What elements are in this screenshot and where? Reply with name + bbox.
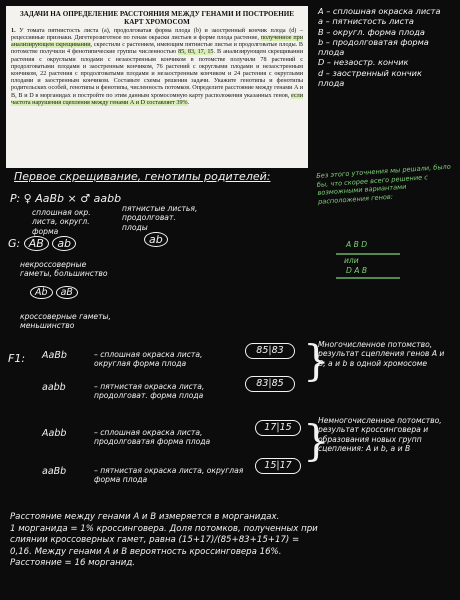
- legend-item: A – сплошная окраска листа: [318, 6, 441, 16]
- legend-item: B – округл. форма плода: [318, 26, 425, 37]
- f1-phenotype-3: – сплошная окраска листа, продолговатая форма плода: [94, 428, 211, 447]
- f1-genotype-1: AaBb: [42, 350, 67, 361]
- legend-item: a – пятнистость листа: [318, 16, 414, 27]
- female-symbol: ♀: [23, 192, 32, 205]
- f1-genotype-2: aabb: [42, 382, 66, 393]
- task-text: [11, 28, 303, 107]
- f1-phenotype-4: – пятнистая окраска листа, округлая форма плода: [94, 466, 244, 485]
- legend-item: d – заостренный кончик: [318, 67, 422, 78]
- gamete-ab: ab: [52, 236, 76, 251]
- f1-ratio-3: 17|15: [255, 420, 301, 436]
- gene-order-top: A B D: [346, 240, 368, 249]
- highlight-numbers: 85, 83, 17, 15: [178, 49, 214, 56]
- linkage-note: Многочисленное потомство, результат сцепления генов А и В, а и b в одной хромосоме: [318, 340, 445, 368]
- task-text-part: , скрестили с растением, имеющим пятнистые листья и продолговатые плоды. В потомстве получили 4 фенотипические группы численностью: [11, 42, 303, 56]
- crossover-label: кроссоверные гаметы, меньшинство: [20, 312, 111, 331]
- noncrossover-label: некроссоверные гаметы, большинство: [20, 260, 108, 279]
- gamete-AB: AB: [24, 236, 49, 251]
- legend-item: b – продолговатая форма: [318, 36, 429, 47]
- task-number: 1.: [11, 27, 16, 34]
- female-genotype: AaBb: [35, 192, 65, 205]
- calc-line: 1 морганида = 1% кроссинговера. Доля потомков, полученных при: [10, 523, 318, 534]
- f1-phenotype-2: – пятнистая окраска листа, продолговат. форма плода: [94, 382, 205, 401]
- cross-symbol: ×: [67, 192, 77, 205]
- f1-ratio-1: 85|83: [245, 343, 295, 359]
- f1-label: F1:: [8, 352, 26, 365]
- parents-row: [10, 192, 121, 205]
- male-phenotype: пятнистые листья, продолговат. плоды: [122, 204, 198, 232]
- green-side-note: Без этого уточнения мы решали, было бы, что скорее всего решение с возможными вариантами расположения генов:: [316, 162, 452, 206]
- highlight-frequency: если частота нарушения сцепления между генами А и D составляет 39%: [11, 92, 303, 106]
- task-text-part: У томата пятнистость листа (a), продолговатая форма плода (b) и заостренный кончик плода (d) – рецессивные признаки. Дигетерозиготное по генам окраски листьев и форме плода растение,: [11, 27, 303, 42]
- section-heading: Первое скрещивание, генотипы родителей:: [14, 170, 271, 183]
- legend-item: плода: [318, 47, 345, 58]
- male-genotype: aabb: [93, 192, 122, 205]
- calc-line: слиянии кроссоверных гамет, равна (15+17)/(85+83+15+17) =: [10, 535, 300, 546]
- allele-legend: [318, 6, 456, 88]
- f1-ratio-2: 83|85: [245, 376, 295, 392]
- distance-calculation: [10, 512, 454, 570]
- highlight-analyzing-cross: полученное при анализирующем скрещивании: [11, 35, 303, 49]
- f1-ratio-4: 15|17: [255, 458, 301, 474]
- calc-line: 0,16. Между генами A и B вероятность кроссинговера 16%.: [10, 546, 282, 557]
- bracket-top: }: [303, 336, 330, 385]
- gamete-aB: aB: [56, 286, 78, 299]
- gamete-Ab: Ab: [30, 286, 53, 299]
- g-label: G:: [8, 237, 21, 250]
- male-symbol: ♂: [80, 192, 91, 205]
- legend-item: плода: [318, 78, 345, 89]
- crossover-note: Немногочисленное потомство, результат кроссинговера и образования новых групп сцепления: A и b, a и B: [318, 416, 442, 454]
- male-gamete-row: [144, 232, 168, 247]
- f1-genotype-4: aaBb: [42, 466, 67, 477]
- crossover-gametes-row: [30, 286, 78, 299]
- calc-line: Расстояние между генами A и B измеряется в морганидах.: [10, 512, 280, 522]
- gamete-ab-male: ab: [144, 232, 168, 247]
- p-label: P:: [10, 192, 21, 205]
- gene-order-or: или: [344, 256, 359, 265]
- calc-line: Расстояние = 16 морганид.: [10, 558, 136, 569]
- gametes-row: [8, 236, 76, 251]
- gene-order-bottom: D A B: [346, 266, 368, 275]
- task-text-part: .: [187, 99, 190, 106]
- f1-genotype-3: Aabb: [42, 428, 67, 439]
- task-title: ЗАДАЧИ НА ОПРЕДЕЛЕНИЕ РАССТОЯНИЯ МЕЖДУ ГЕНАМИ И ПОСТРОЕНИЕ КАРТ ХРОМОСОМ: [19, 10, 294, 27]
- task-text-part: . В анализирующем скрещивании растения с округлыми плодами с незаостренным кончиком в потомстве получили 78 растений с продолговатыми плодами и заостренным кончиком, 76 растений с округлыми плодами и незаостренным кончиком, 22 растения с продолговатыми плодами и незаостренным кончиком и 24 растения с округлыми плодами и заостренным кончиком. Составьте схемы решения задачи. Укажите генотипы и фенотипы родительских особей, генотипы и фенотипы, численность потомков. Определите расстояние между генами A и B, B и D в морганидах и постройте по этим данным хромосомную карту расположения указанных генов,: [11, 49, 303, 99]
- task-card: [6, 6, 308, 168]
- female-phenotype: сплошная окр. листа, округл. форма: [32, 208, 91, 236]
- bracket-bottom: }: [303, 416, 330, 465]
- legend-item: D – незаостр. кончик: [318, 57, 409, 68]
- f1-phenotype-1: – сплошная окраска листа, округлая форма плода: [94, 350, 203, 369]
